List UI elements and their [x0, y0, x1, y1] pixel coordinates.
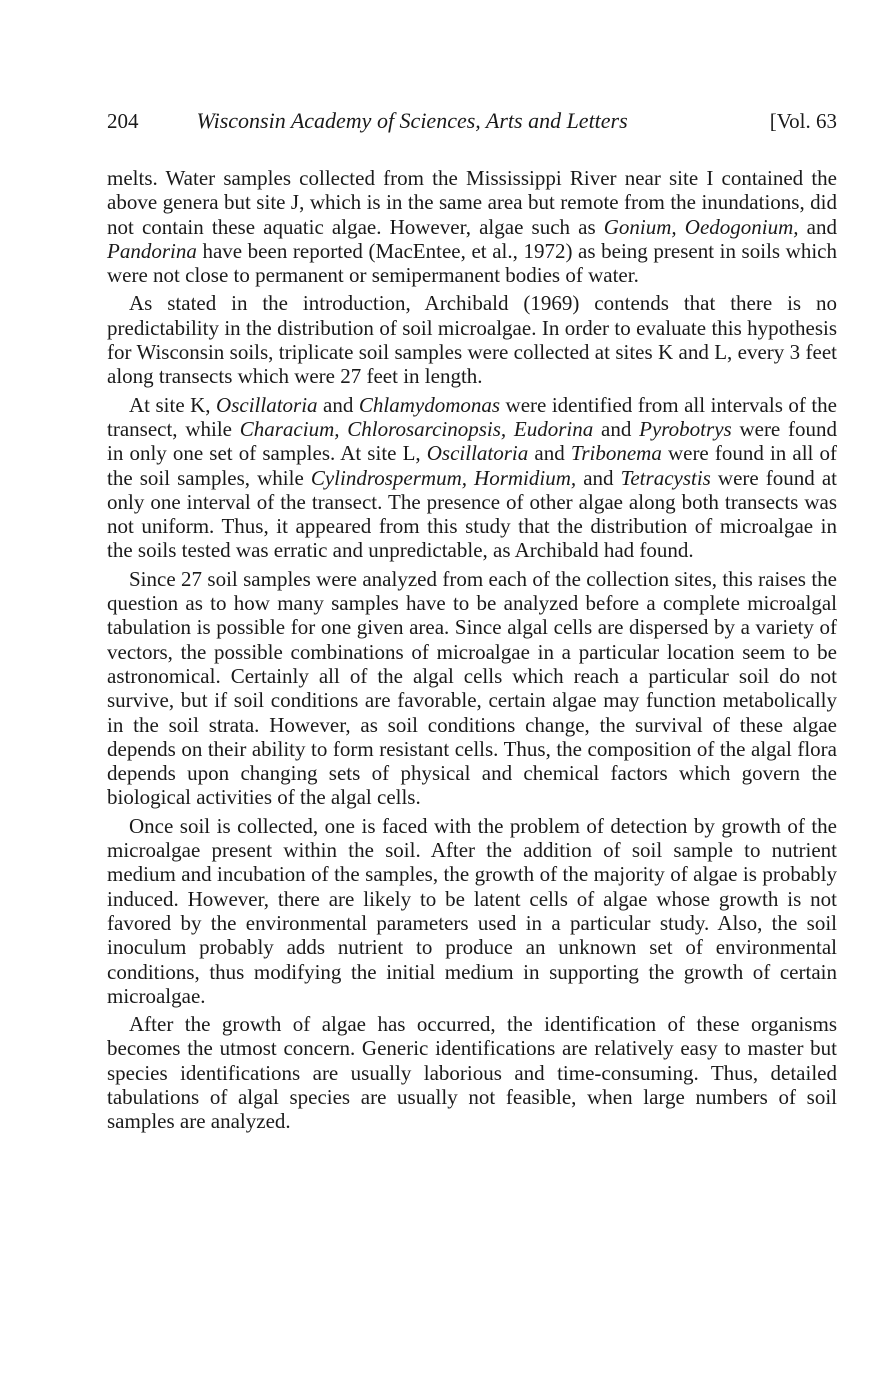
text-run: were found in all of the soil samples, while — [107, 441, 837, 490]
paragraph — [107, 291, 837, 388]
text-run: and — [798, 214, 837, 239]
body-text — [107, 166, 837, 1134]
italic-term: Oscillatoria — [216, 392, 318, 417]
italic-term: Gonium, Oedogonium, — [603, 214, 799, 239]
running-header — [107, 108, 837, 138]
text-run: Once soil is collected, one is faced with the problem of detection by growth of the microalgae present within the soil. After the addition of soil sample to nutrient medium and incubation of the samples, the growth of the majority of algae is probably induced. However, there are likely to be latent cells of algae whose growth is not favored by the environmental parameters used in a particular study. Also, the soil inoculum probably adds nutrient to produce an unknown set of environmental conditions, thus modifying the initial medium in supporting the growth of certain microalgae. — [107, 813, 837, 1008]
text-run: and — [576, 465, 621, 490]
text-run: and — [593, 416, 640, 441]
text-run: were found in only one set of samples. At site L, — [107, 416, 838, 466]
italic-term: Chlamydomonas — [358, 392, 501, 417]
paragraph — [107, 393, 837, 563]
italic-term: Cylindrospermum, Hormidium, — [310, 465, 577, 490]
italic-term: Characium, Chlorosarcinopsis, Eudorina — [239, 416, 594, 441]
paragraph — [107, 814, 837, 1008]
italic-term: Pandorina — [107, 238, 197, 263]
text-run: At site K, — [129, 392, 217, 417]
paragraph — [107, 1012, 837, 1133]
text-run: melts. Water samples collected from the Mississippi River near site I contained the above genera but site J, which is in the same area but remote from the inundations, did not contain these aquatic algae. However, algae such as — [107, 166, 837, 239]
text-run: and — [317, 392, 359, 417]
italic-term: Pyrobotrys — [639, 416, 732, 441]
volume-label: [Vol. 63 — [769, 109, 837, 133]
text-run: As stated in the introduction, Archibald (1969) contends that there is no predictability in the distribution of soil microalgae. In order to evaluate this hypothesis for Wisconsin soils, triplicate soil samples were collected at sites K and L, every 3 feet along transects which were 27 feet in length. — [107, 291, 837, 389]
italic-term: Tetracystis — [620, 465, 711, 490]
page — [107, 108, 837, 1138]
journal-title: Wisconsin Academy of Sciences, Arts and Letters — [196, 108, 628, 133]
text-run: Since 27 soil samples were analyzed from each of the collection sites, this raises the question as to how many samples have to be analyzed before a complete microalgal tabulation is possible for one given area. Since algal cells are dispersed by a variety of vectors, the possible combinations of microalgae in a particular location seem to be astronomical. Certainly all of the algal cells which reach a particular soil do not survive, but if soil conditions are favorable, certain algae may function metabolically in the soil strata. However, as soil conditions change, the survival of these algae depends on their ability to form resistant cells. Thus, the composition of the algal flora depends upon changing sets of physical and chemical factors which govern the biological activities of the algal cells. — [107, 566, 837, 810]
text-run: have been reported (MacEntee, et al., 1972) as being present in soils which were not close to permanent or semipermanent bodies of water. — [107, 238, 837, 288]
paragraph — [107, 567, 837, 810]
page-number: 204 — [107, 109, 139, 133]
text-run: and — [528, 441, 571, 466]
italic-term: Tribonema — [570, 441, 662, 466]
text-run: were found at only one interval of the transect. The presence of other algae along both transects was not uniform. Thus, it appeared from this study that the distribution of microalgae in the soils tested was erratic and unpredictable, as Archibald had found. — [107, 465, 837, 563]
paragraph — [107, 166, 837, 287]
text-run: were identified from all intervals of the transect, while — [107, 392, 838, 441]
italic-term: Oscillatoria — [426, 441, 529, 466]
text-run: After the growth of algae has occurred, the identification of these organisms becomes the utmost concern. Generic identifications are relatively easy to master but species identifications are usually laborious and time-consuming. Thus, detailed tabulations of algal species are usually not feasible, when large numbers of soil samples are analyzed. — [107, 1012, 837, 1134]
